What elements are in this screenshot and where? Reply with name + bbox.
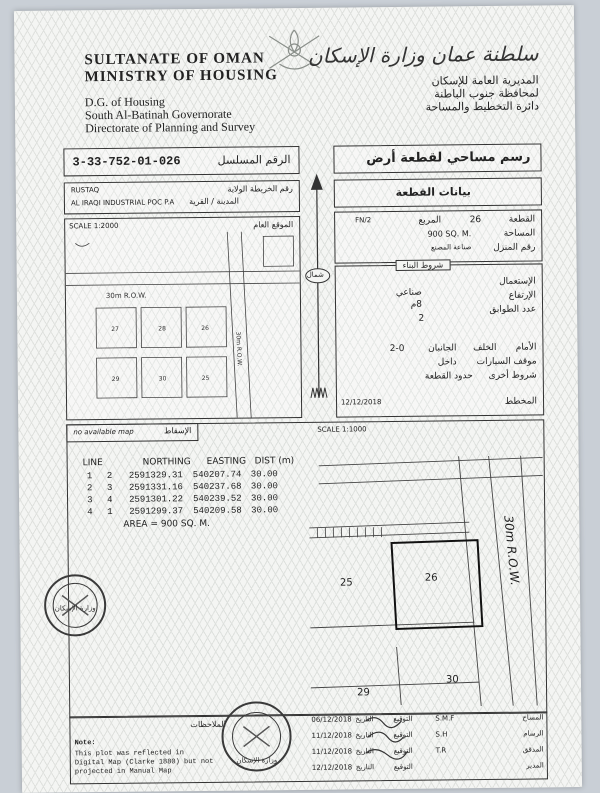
coord-row-3-northing: 2591301.22 (129, 494, 183, 505)
detail-plot-bottom: 29 (357, 687, 370, 698)
ministry-stamp-bottom (216, 696, 297, 777)
header-title (84, 50, 278, 86)
building-conditions-title: شروط البناء (396, 259, 451, 271)
coord-area: AREA = 900 SQ. M. (123, 519, 210, 530)
plot-info-heading: بيانات القطعة (395, 185, 470, 199)
location-map-scale: SCALE 1:2000 (69, 222, 118, 231)
coord-row-1-dist: 30.00 (251, 469, 278, 479)
signature-3-role: المدقق (523, 745, 544, 753)
village-ar: المدينة / القرية (189, 197, 239, 207)
note-title: Note: (75, 739, 96, 747)
projection-value: no available map (73, 428, 133, 437)
header-sub-line1: D.G. of Housing (85, 94, 255, 109)
location-map-plot-5: 25 (202, 375, 210, 382)
block-number: FN/2 (355, 216, 371, 224)
coord-row-3-dist: 30.00 (251, 493, 278, 503)
building-conditions-box (335, 263, 545, 417)
coord-row-2-easting: 540237.68 (193, 482, 242, 493)
area-value: 900 SQ. M. (428, 229, 472, 238)
plot-number: 26 (470, 215, 482, 225)
signature-3-date: 11/12/2018 (312, 747, 352, 755)
signature-2-role: الرسام (523, 729, 543, 737)
coord-row-2-from: 2 (87, 483, 93, 493)
floors-value: 2 (418, 314, 424, 324)
detail-map-road: 30m R.O.W. (501, 515, 522, 586)
serial-box (63, 146, 299, 176)
signature-1-code: S.M.F (435, 714, 454, 722)
signature-1-role: المساح (522, 713, 543, 721)
village-en: AL IRAQI INDUSTRIAL POC P.A (71, 198, 174, 207)
signature-2-date-label: التاريخ (355, 731, 373, 739)
detail-plot-left: 25 (340, 577, 353, 588)
location-map-plot-2: 26 (201, 325, 209, 332)
coord-header-line: LINE (83, 458, 103, 468)
header-calligraphy: سلطنة عمان وزارة الإسكان (308, 41, 539, 67)
detail-plot-bottom-right: 30 (446, 674, 459, 685)
detail-plot-main: 26 (425, 573, 438, 584)
signature-2-code: S.H (435, 730, 447, 738)
coord-row-2-northing: 2591331.16 (129, 482, 183, 493)
coord-row-4-easting: 540209.58 (193, 506, 242, 517)
height-value: 8م (411, 300, 422, 310)
house-no-value: صناعة المصنع (431, 243, 471, 251)
coord-header-easting: EASTING (207, 457, 247, 467)
signature-3-code: T.R (436, 746, 447, 754)
header-ar-line1: المديرية العامة للإسكان (425, 73, 539, 87)
signature-4-sign-label: التوقيع (394, 763, 413, 771)
note-line2: Digital Map (Clarke 1880) but not (75, 758, 214, 767)
height-label: الإرتفاع (509, 291, 536, 301)
signature-3-date-label: التاريخ (356, 747, 374, 755)
header-subtitle (85, 94, 255, 135)
coord-row-4-to: 1 (107, 507, 113, 517)
signature-2-sign-label: التوقيع (393, 731, 412, 739)
other-conditions-label: شروط أخرى (489, 370, 537, 381)
note-line1: This plot was reflected in (75, 749, 184, 758)
header-title-line1: SULTANATE OF OMAN (84, 50, 277, 69)
planner-label: المخطط (505, 396, 537, 406)
svg-text:30m R.O.W.: 30m R.O.W. (234, 331, 243, 366)
header-ar-line2: لمحافظة جنوب الباطنة (425, 86, 539, 100)
location-map-plot-1: 28 (158, 325, 166, 332)
usage-label: الإستعمال (499, 277, 536, 287)
remarks-label: الملاحظات (190, 720, 226, 729)
location-map-plot-3: 29 (112, 376, 120, 383)
doc-title: رسم مساحي لقطعة أرض (366, 150, 530, 167)
coord-row-3-from: 3 (87, 495, 93, 505)
coord-row-4-dist: 30.00 (251, 505, 278, 515)
wilayat-en: RUSTAQ (71, 186, 99, 194)
coord-row-4-from: 4 (87, 507, 93, 517)
plot-info-box (334, 209, 543, 263)
location-map-road: 30m R.O.W. (106, 292, 147, 300)
other-conditions-value: حدود القطعة (425, 371, 473, 382)
ministry-stamp-left (40, 570, 111, 641)
stamp-text-bottom: وزارة الإسكان (236, 756, 277, 764)
header-sub-line2: South Al-Batinah Governorate (85, 107, 255, 122)
coord-row-1-easting: 540207.74 (193, 470, 242, 481)
signature-1-date: 06/12/2018 (311, 715, 351, 723)
location-map-drawing (65, 231, 301, 419)
doc-title-box (333, 143, 541, 173)
signature-4-date-label: التاريخ (356, 763, 374, 771)
plot-label: القطعة (509, 215, 535, 225)
house-no-label: رقم المنزل (493, 243, 535, 253)
signature-1-sign-label: التوقيع (393, 715, 412, 723)
signature-4-role: المدير (526, 761, 544, 769)
location-map-plot-4: 30 (159, 375, 167, 382)
header-sub-line3: Directorate of Planning and Survey (85, 120, 255, 135)
coord-row-1-to: 2 (107, 471, 113, 481)
wilayat-ar: رقم الخريطة الولاية (227, 184, 292, 194)
projection-label: الإسقاط (164, 426, 191, 435)
header-ar-line3: دائرة التخطيط والمساحة (425, 99, 539, 113)
location-map-title: الموقع العام (253, 220, 293, 229)
coord-header-dist: DIST (m) (255, 456, 295, 466)
header-arabic (425, 73, 539, 113)
handwritten-signatures (361, 711, 422, 778)
location-map-box (64, 216, 302, 420)
usage-value: صناعي (396, 288, 422, 298)
north-arrow-icon (302, 168, 335, 408)
setback-value: 2-0 (390, 344, 405, 354)
stamp-text-left: وزارة الإسكان (55, 604, 96, 612)
plot-info-date: 12/12/2018 (341, 398, 381, 406)
coord-row-4-northing: 2591299.37 (129, 506, 183, 517)
coord-row-3-easting: 540239.52 (193, 494, 242, 505)
sides-label: الجانبان (428, 343, 456, 353)
signatures-block (311, 713, 544, 779)
signature-1-date-label: التاريخ (355, 715, 373, 723)
floors-label: عدد الطوابق (489, 305, 536, 315)
front-label: الأمام (516, 343, 537, 353)
location-box (64, 180, 300, 214)
coord-row-1-northing: 2591329.31 (129, 470, 183, 481)
north-label: شمال (307, 271, 324, 279)
coord-row-3-to: 4 (107, 495, 113, 505)
note-line3: projected in Manual Map (75, 767, 172, 776)
signature-3-sign-label: التوقيع (394, 747, 413, 755)
block-label: المربع (418, 215, 441, 225)
coord-row-1-from: 1 (87, 471, 93, 481)
header-title-line2: MINISTRY OF HOUSING (85, 67, 278, 86)
plot-info-heading-box (334, 177, 542, 207)
coord-row-2-to: 3 (107, 483, 113, 493)
detail-map-drawing (259, 445, 546, 708)
survey-sheet (14, 5, 582, 793)
signature-4-date: 12/12/2018 (312, 763, 352, 771)
coord-header-northing: NORTHING (143, 457, 191, 468)
coord-row-2-dist: 30.00 (251, 481, 278, 491)
parking-label: موقف السيارات (477, 356, 537, 367)
serial-label: الرقم المسلسل (218, 153, 291, 167)
back-label: الخلف (473, 343, 496, 353)
parking-value: داخل (438, 357, 457, 367)
area-label: المساحة (504, 229, 536, 239)
location-map-plot-0: 27 (111, 326, 119, 333)
signature-2-date: 11/12/2018 (311, 731, 351, 739)
serial-number: 3-33-752-01-026 (72, 154, 180, 169)
detail-map-scale: SCALE 1:1000 (317, 425, 366, 434)
